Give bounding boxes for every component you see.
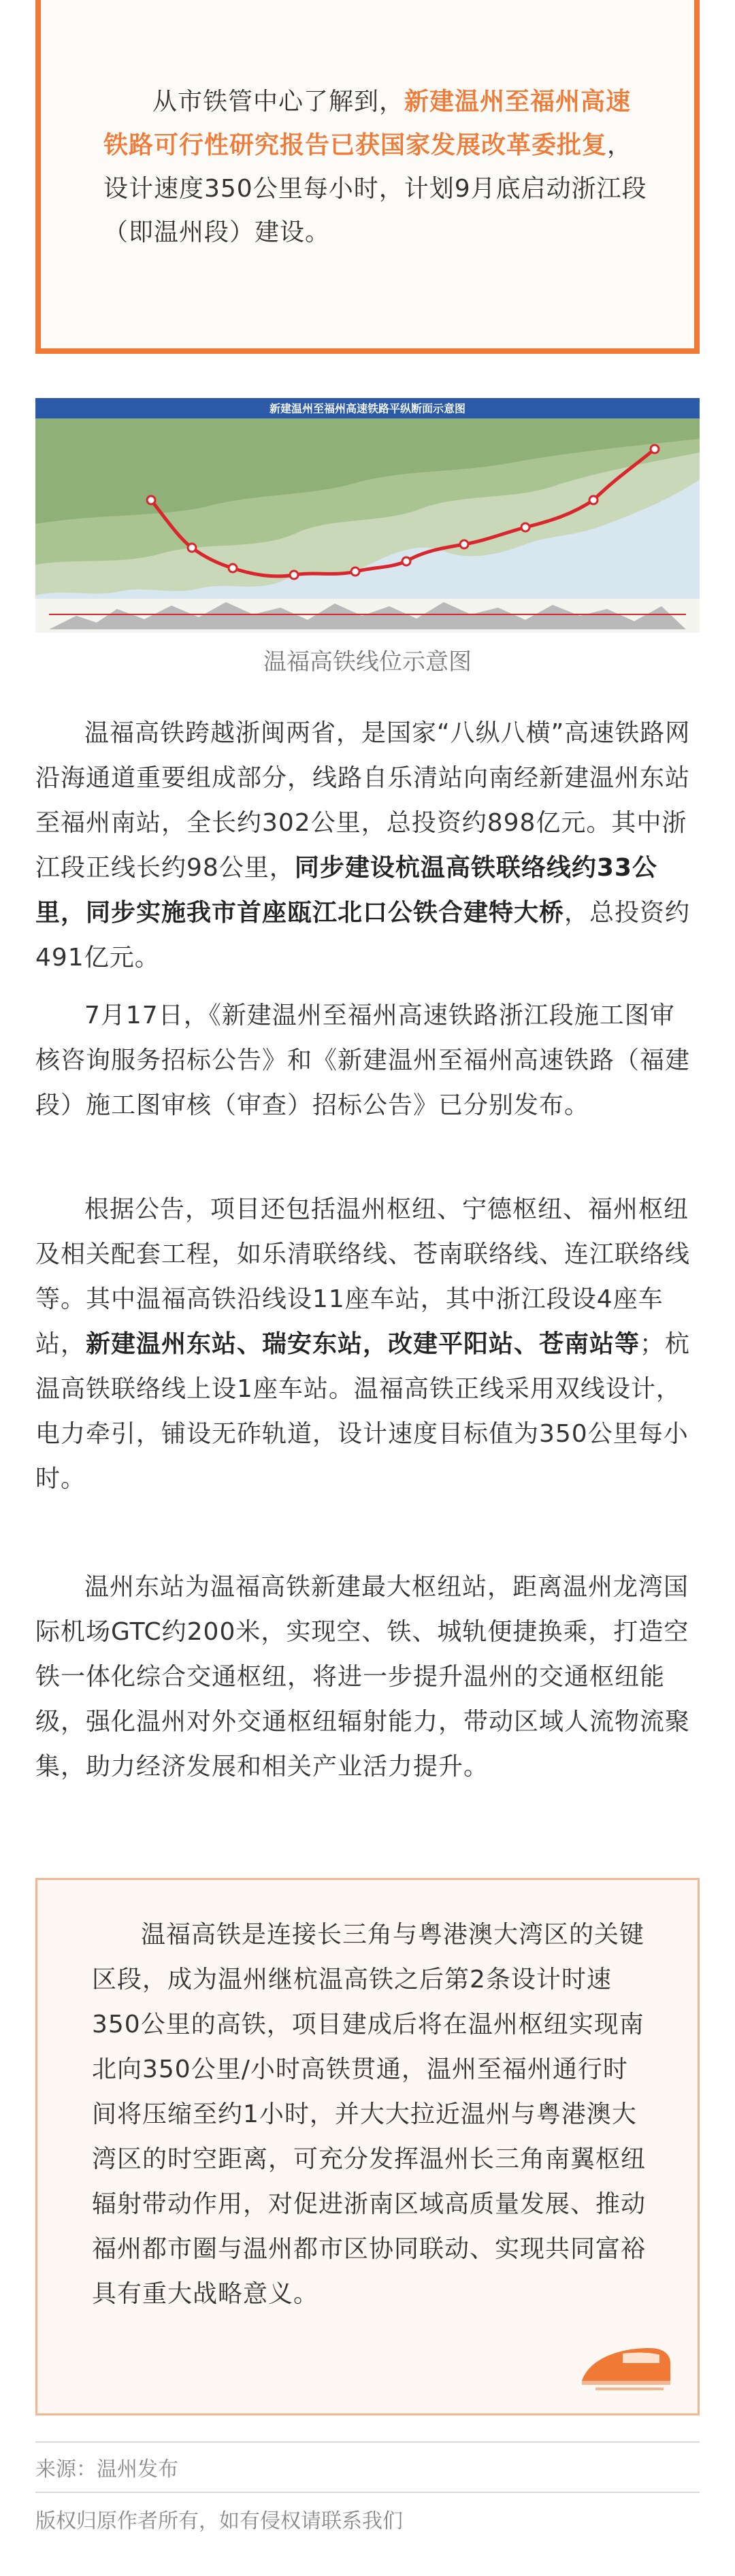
tender-text: 7月17日，《新建温州至福州高速铁路浙江段施工图审核咨询服务招标公告》和《新建温州至福州高速铁路（福建段）施工图审核（审查）招标公告》已分别发布。 xyxy=(35,1002,691,1119)
route-map-image xyxy=(35,398,700,633)
train-icon xyxy=(575,2333,677,2394)
paragraph-hub xyxy=(35,1565,700,1789)
footer-divider-top xyxy=(35,2441,700,2443)
map-banner-title: 新建温州至福州高速铁路平纵断面示意图 xyxy=(269,402,466,415)
stations-bold: 新建温州东站、瑞安东站，改建平阳站、苍南站等 xyxy=(86,1330,640,1358)
overview-text-2: ，总投资约491亿元。 xyxy=(35,899,691,972)
paragraph-stations xyxy=(35,1187,700,1502)
map-caption: 温福高铁线位示意图 xyxy=(263,648,472,676)
hub-text: 温州东站为温福高铁新建最大枢纽站，距离温州龙湾国际机场GTC约200米，实现空、铁、城轨便捷换乘，打造空铁一体化综合交通枢纽，将进一步提升温州的交通枢纽能级，强化温州对外交通枢纽辐射能力，带动区域人流物流聚集，助力经济发展和相关产业活力提升。 xyxy=(35,1573,691,1781)
intro-text xyxy=(103,80,648,254)
intro-post: ，设计速度350公里每小时，计划9月底启动浙江段（即温州段）建设。 xyxy=(103,131,647,246)
paragraph-overview xyxy=(35,711,700,980)
stations-text-2: ；杭温高铁联络线上设1座车站。温福高铁正线采用双线设计，电力牵引，铺设无砟轨道，设计速度目标值为350公里每小时。 xyxy=(35,1330,691,1493)
intro-pre: 从市铁管中心了解到， xyxy=(152,88,405,116)
intro-highlight: 新建温州至福州高速铁路可行性研究报告已获国家发展改革委批复 xyxy=(103,88,632,159)
intro-box xyxy=(35,0,700,354)
overview-bold: 同步建设杭温高铁联络线约33公里，同步实施我市首座瓯江北口公铁合建特大桥 xyxy=(35,854,657,927)
overview-text-1: 温福高铁跨越浙闽两省，是国家“八纵八横”高速铁路网沿海通道重要组成部分，线路自乐清站向南经新建温州东站至福州南站，全长约302公里，总投资约898亿元。其中浙江段正线长约98公里， xyxy=(35,719,691,882)
source-text: 来源：温州发布 xyxy=(35,2458,178,2481)
footer-divider-bottom xyxy=(35,2492,700,2493)
paragraph-tender xyxy=(35,993,700,1128)
summary-text: 温福高铁是连接长三角与粤港澳大湾区的关键区段，成为温州继杭温高铁之后第2条设计时速350公里的高铁，项目建成后将在温州枢纽实现南北向350公里/小时高铁贯通，温州至福州通行时间将压缩至约1小时，并大大拉近温州与粤港澳大湾区的时空距离，可充分发挥温州长三角南翼枢纽辐射带动作用，对促进浙南区域高质量发展、推动福州都市圈与温州都市区协同联动、实现共同富裕具有重大战略意义。 xyxy=(92,1921,647,2308)
copyright-text: 版权归原作者所有，如有侵权请联系我们 xyxy=(35,2509,403,2533)
stations-text-1: 根据公告，项目还包括温州枢纽、宁德枢纽、福州枢纽及相关配套工程，如乐清联络线、苍南联络线、连江联络线等。其中温福高铁沿线设11座车站，其中浙江段设4座车站， xyxy=(35,1195,691,1358)
summary-box xyxy=(35,1878,700,2415)
